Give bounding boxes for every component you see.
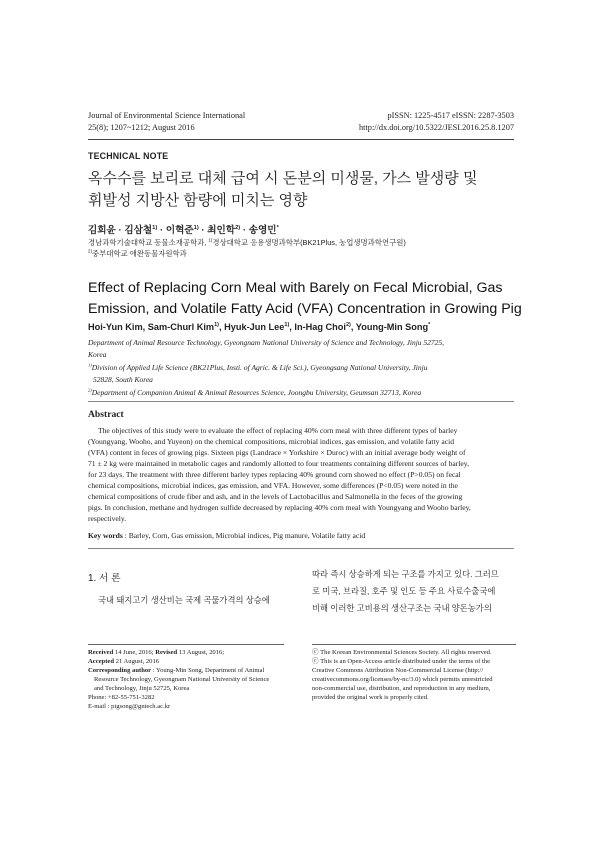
korean-author: 김회윤	[88, 225, 116, 236]
english-author: Hyuk-Jun Lee	[224, 322, 285, 332]
article-type: TECHNICAL NOTE	[88, 151, 169, 161]
corresponding-text: : Young-Min Song, Department of Animal	[151, 667, 265, 674]
abstract-line: chemical compositions, microbial indices, gas emission, and VFA. However, some differences (P<0.05) were noted in the	[88, 481, 458, 490]
abstract-line: (Youngyang, Wooho, and Yuyeon) on the chemical compositions, microbial indices, gas emission, and volatile fatty acid	[88, 437, 454, 446]
english-title-line2: Emission, and Volatile Fatty Acid (VFA) Concentration in Growing Pig	[88, 301, 522, 317]
english-affil-2-cont: 52828, South Korea	[93, 374, 153, 384]
keywords-label: Key words	[88, 531, 123, 540]
footnote-rule-left	[88, 644, 284, 645]
korean-author: 김삼철	[124, 225, 153, 236]
author-sup: *	[428, 321, 431, 328]
journal-citation: 25(8); 1207~1212; August 2016	[88, 123, 195, 132]
phone: Phone: +82-55-751-3282	[88, 694, 155, 701]
affil-sup: 2)	[88, 248, 92, 254]
english-affil-3: Department of Companion Animal & Animal Resources Science, Joongbu University, Geumsan 32713, Korea	[91, 388, 422, 397]
english-affil-2: Division of Applied Life Science (BK21Plus, Insti. of Agric. & Life Sci.), Gyeongsang National University, Jinju	[91, 363, 428, 372]
author-sup: 1)	[152, 224, 158, 231]
abstract-heading: Abstract	[88, 409, 124, 420]
right-column-line: 따라 즉시 상승하게 되는 구조를 가지고 있다. 그러므	[312, 569, 499, 579]
keywords-rule	[88, 548, 514, 549]
footnote-rule-right	[312, 644, 516, 645]
footnote-left	[88, 648, 288, 711]
korean-affil-2: 경상대학교 응용생명과학부(BK21Plus, 농업생명과학연구원)	[212, 238, 406, 247]
affil-sup: 2)	[88, 387, 92, 393]
english-authors: Hoi-Yun Kim, Sam-Churl Kim$^{1)}$, Hyuk-Jun Lee$^{1)}$, In-Hag Choi$^{2)}$, Young-Min Song*	[88, 321, 431, 332]
english-title-line1: Effect of Replacing Corn Meal with Barely on Fecal Microbial, Gas	[88, 280, 503, 296]
keywords	[88, 531, 365, 540]
english-title	[88, 278, 522, 320]
right-column	[312, 566, 516, 617]
author-sup: 2)	[235, 224, 241, 231]
english-author: Hoi-Yun Kim	[88, 322, 143, 332]
korean-title-line1: 옥수수를 보리로 대체 급여 시 돈분의 미생물, 가스 발생량 및	[88, 170, 478, 187]
corresponding-label: Corresponding author	[88, 667, 152, 674]
author-sup: *	[276, 224, 279, 231]
revised-date: 13 August, 2016;	[177, 649, 225, 656]
received-date: 14 June, 2016;	[113, 649, 156, 656]
license-line: non-commercial use, distribution, and reproduction in any medium,	[312, 685, 491, 692]
journal-header	[88, 110, 245, 134]
affil-sup: 1)	[208, 237, 213, 243]
section-heading: 1. 서 론	[88, 573, 121, 584]
korean-authors: 김회윤 · 김삼철$^{1)}$ · 이혁준$^{1)}$ · 최인학$^{2)}$ · 송영민*	[88, 224, 279, 236]
abstract-line: respectively.	[88, 514, 127, 523]
right-column-line: 비해 이러한 고비용의 생산구조는 국내 양돈농가의	[312, 603, 492, 613]
korean-author: 송영민	[248, 225, 277, 236]
email[interactable]: E-mail : pigsong@gntech.ac.kr	[88, 703, 171, 710]
english-author: Sam-Churl Kim	[147, 322, 215, 332]
doi-link[interactable]: http://dx.doi.org/10.5322/JESI.2016.25.8.1207	[359, 123, 514, 132]
korean-affiliations	[88, 237, 406, 259]
copyright-line: ⓒ The Korean Environmental Sciences Society. All rights reserved.	[312, 649, 492, 656]
english-affiliations	[88, 337, 518, 399]
korean-author: 이혁준	[165, 225, 194, 236]
issn-block	[359, 110, 514, 134]
english-author: Young-Min Song	[355, 322, 429, 332]
header-rule	[88, 139, 514, 140]
abstract-body	[88, 425, 514, 524]
abstract-line: pigs. In conclusion, methane and hydrogen sulfide decreased by replacing 40% corn meal with Youngyang and Wooho barley,	[88, 503, 471, 512]
left-column-text: 국내 돼지고기 생산비는 국제 곡물가격의 상승에	[98, 595, 270, 605]
right-column-line: 로 미국, 브라질, 호주 및 인도 등 주요 사료수출국에	[312, 586, 496, 596]
accepted-label: Accepted	[88, 658, 114, 665]
journal-name: Journal of Environmental Science International	[88, 111, 246, 120]
author-sup: 1)	[214, 321, 220, 328]
corresponding-text: Resource Technology, Gyeongnam National University of Science	[94, 676, 270, 683]
abstract-line: (VFA) content in feces of growing pigs. Sixteen pigs (Landrace × Yorkshire × Duroc) with an initial average body weight of	[88, 448, 466, 457]
revised-label: Revised	[155, 649, 178, 656]
abstract-line: 71 ± 2 kg were maintained in metabolic cages and randomly allotted to four treatments containing different sources of barley,	[88, 459, 469, 468]
english-author: In-Hag Choi	[294, 322, 346, 332]
author-sup: 1)	[193, 224, 199, 231]
abstract-line: The objectives of this study were to evaluate the effect of replacing 40% corn meal with three different types of barley	[98, 426, 458, 435]
section-rule	[88, 401, 514, 402]
english-affil-1-cont: Korea	[88, 349, 107, 359]
received-label: Received	[88, 649, 114, 656]
corresponding-text: and Technology, Jinju 52725, Korea	[94, 685, 190, 692]
license-line: ⓒ This is an Open-Access article distributed under the terms of the	[312, 658, 491, 665]
abstract-line: chemical compositions of crude fiber and ash, and in the levels of Lactobacillus and Salmonella in the feces of the growing	[88, 492, 463, 501]
korean-author: 최인학	[207, 225, 236, 236]
issn: pISSN: 1225-4517 eISSN: 2287-3503	[387, 111, 514, 120]
korean-title-line2: 휘발성 지방산 함량에 미치는 영향	[88, 192, 308, 209]
korean-affil-3: 중부대학교 애완동물자원학과	[91, 249, 187, 258]
korean-title	[88, 168, 477, 212]
english-affil-1: Department of Animal Resource Technology, Gyeongnam National University of Science and Technology, Jinju 52725,	[88, 338, 445, 347]
license-line: provided the original work is properly cited.	[312, 694, 429, 701]
keywords-text: : Barley, Corn, Gas emission, Microbial indices, Pig manure, Volatile fatty acid	[122, 531, 366, 540]
license-line: creativecommons.org/licenses/by-nc/3.0) which permits unrestricted	[312, 676, 493, 683]
abstract-line: for 23 days. The treatment with three different barley types replacing 40% ground corn showed no effect (P>0.05) on fecal	[88, 470, 461, 479]
korean-affil-1: 경남과학기술대학교 동물소재공학과,	[88, 238, 209, 247]
author-sup: 2)	[345, 321, 351, 328]
accepted-date: 21 August, 2016	[114, 658, 160, 665]
license-line: Creative Commons Attribution Non-Commercial License (http://	[312, 667, 484, 674]
footnote-right	[312, 648, 518, 702]
affil-sup: 1)	[88, 362, 92, 368]
author-sup: 1)	[284, 321, 290, 328]
